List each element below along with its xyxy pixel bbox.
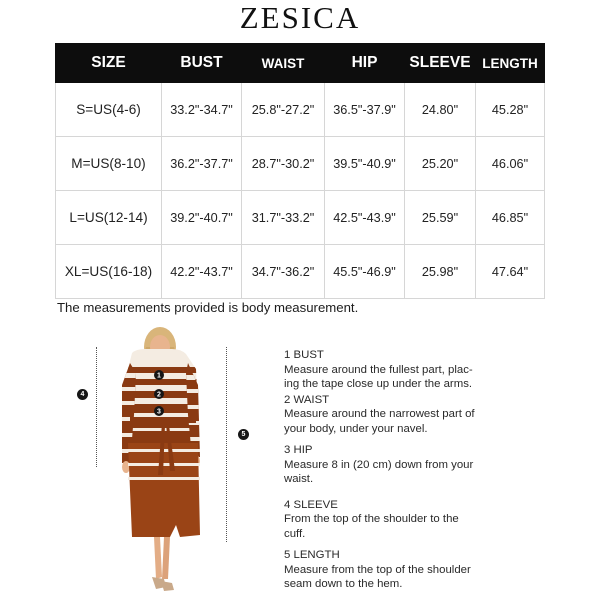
instruction-title: 5 LENGTH xyxy=(284,549,340,561)
waist-cell: 25.8"-27.2" xyxy=(242,83,325,137)
instruction-line: cuff. xyxy=(284,527,306,540)
sleeve-cell: 25.98" xyxy=(405,245,476,299)
marker-1: 1 xyxy=(157,372,161,380)
model-figure xyxy=(70,325,270,600)
hip-cell: 39.5"-40.9" xyxy=(325,137,405,191)
table-row xyxy=(56,137,545,191)
bust-cell: 36.2"-37.7" xyxy=(162,137,242,191)
header-hip: HIP xyxy=(325,44,405,83)
left-hand xyxy=(122,461,130,473)
skirt xyxy=(128,443,200,537)
instruction-line: your body, under your navel. xyxy=(284,422,428,435)
header-length: LENGTH xyxy=(476,44,545,83)
instruction-line: seam down to the hem. xyxy=(284,578,403,590)
instruction-line: Measure around the narrowest part of xyxy=(284,408,475,420)
belt xyxy=(130,417,196,423)
sleeve-cell: 24.80" xyxy=(405,83,476,137)
size-cell: M=US(8-10) xyxy=(56,137,162,191)
size-cell: XL=US(16-18) xyxy=(56,245,162,299)
waist-cell: 28.7"-30.2" xyxy=(242,137,325,191)
header-size: SIZE xyxy=(56,44,162,83)
model-illustration xyxy=(70,325,270,600)
bust-cell: 33.2"-34.7" xyxy=(162,83,242,137)
header-bust: BUST xyxy=(162,44,242,83)
bust-cell: 42.2"-43.7" xyxy=(162,245,242,299)
length-cell: 46.06" xyxy=(476,137,545,191)
instruction-line: ing the tape close up under the arms. xyxy=(284,378,473,390)
size-cell: L=US(12-14) xyxy=(56,191,162,245)
length-cell: 47.64" xyxy=(476,245,545,299)
length-cell: 45.28" xyxy=(476,83,545,137)
brand-logo: ZESICA xyxy=(239,0,361,35)
table-row xyxy=(56,83,545,137)
instruction-line: Measure 8 in (20 cm) down from your xyxy=(284,458,474,471)
instruction-waist xyxy=(284,393,584,437)
instruction-line: Measure from the top of the shoulder xyxy=(284,563,471,576)
hip-cell: 42.5"-43.9" xyxy=(325,191,405,245)
marker-4: 4 xyxy=(77,389,88,400)
instruction-title: 1 BUST xyxy=(284,349,324,361)
instruction-title: 2 WAIST xyxy=(284,393,330,406)
table-row xyxy=(56,191,545,245)
sleeve-cell: 25.59" xyxy=(405,191,476,245)
size-cell: S=US(4-6) xyxy=(56,83,162,137)
header-sleeve: SLEEVE xyxy=(405,44,476,83)
marker-5: 5 xyxy=(238,429,249,440)
hip-cell: 45.5"-46.9" xyxy=(325,245,405,299)
table-row xyxy=(56,245,545,299)
table-header-row xyxy=(56,44,545,83)
instruction-title: 3 HIP xyxy=(284,444,313,456)
measurement-note: The measurements provided is body measurement. xyxy=(57,300,359,315)
instruction-sleeve xyxy=(284,498,584,542)
waist-cell: 31.7"-33.2" xyxy=(242,191,325,245)
measurement-instructions xyxy=(284,348,584,592)
bust-cell: 39.2"-40.7" xyxy=(162,191,242,245)
instruction-title: 4 SLEEVE xyxy=(284,498,338,511)
instruction-bust xyxy=(284,348,584,392)
header-waist: WAIST xyxy=(242,44,325,83)
legs xyxy=(154,537,162,579)
hip-cell: 36.5"-37.9" xyxy=(325,83,405,137)
length-cell: 46.85" xyxy=(476,191,545,245)
marker-3: 3 xyxy=(157,408,161,416)
sleeve-cell: 25.20" xyxy=(405,137,476,191)
instruction-line: Measure around the fullest part, plac- xyxy=(284,363,473,376)
instruction-line: waist. xyxy=(284,473,314,485)
marker-2: 2 xyxy=(157,391,161,399)
size-chart-table xyxy=(55,43,545,299)
instruction-length xyxy=(284,548,584,592)
waist-cell: 34.7"-36.2" xyxy=(242,245,325,299)
instruction-line: From the top of the shoulder to the xyxy=(284,513,459,525)
instruction-hip xyxy=(284,443,584,487)
